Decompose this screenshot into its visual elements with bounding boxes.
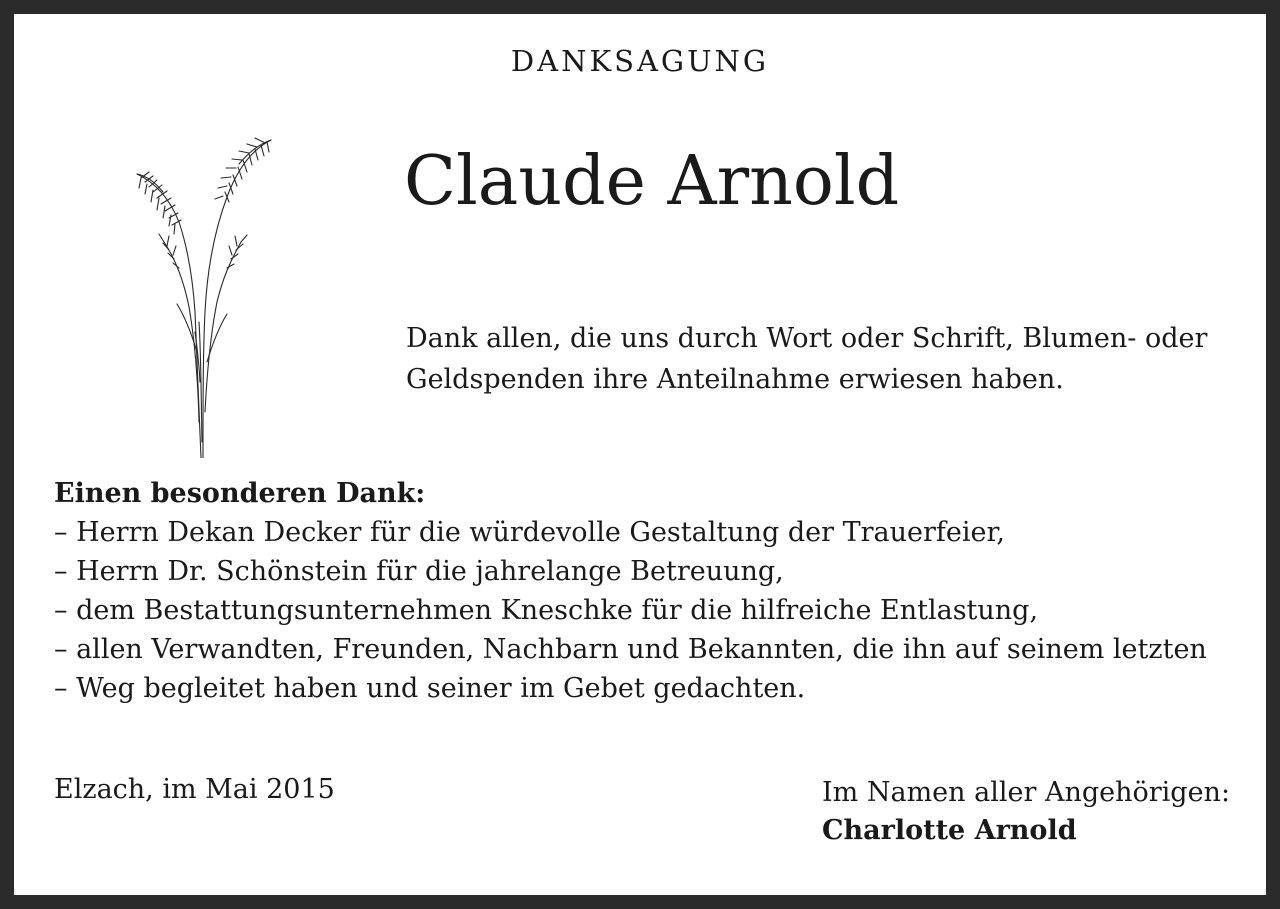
signature-label: Im Namen aller Angehörigen: [822, 777, 1231, 808]
special-thanks-item: – dem Bestattungsunternehmen Kneschke für die hilfreiche Entlastung, [54, 595, 1039, 626]
signature-name: Charlotte Arnold [822, 815, 1077, 846]
thanks-paragraph [406, 318, 1226, 400]
special-thanks-item: – Weg begleitet haben und seiner im Gebet gedachten. [54, 673, 806, 704]
special-thanks-item: – Herrn Dekan Decker für die würdevolle Gestaltung der Trauerfeier, [54, 517, 1006, 548]
special-thanks-item: – allen Verwandten, Freunden, Nachbarn und Bekannten, die ihn auf seinem letzten [54, 634, 1207, 665]
signature-block [822, 774, 1230, 850]
special-thanks-heading: Einen besonderen Dank: [54, 478, 426, 509]
deceased-name: Claude Arnold [404, 142, 900, 221]
place-and-date: Elzach, im Mai 2015 [54, 774, 335, 805]
thanks-line: Dank allen, die uns durch Wort oder Schrift, Blumen- oder [406, 323, 1208, 354]
special-thanks-item: – Herrn Dr. Schönstein für die jahrelange Betreuung, [54, 556, 784, 587]
obituary-notice [14, 14, 1266, 895]
special-thanks-section [54, 474, 1207, 708]
notice-heading: DANKSAGUNG [510, 44, 770, 78]
thanks-line: Geldspenden ihre Anteilnahme erwiesen haben. [406, 364, 1064, 395]
grass-plume-icon [119, 122, 279, 458]
